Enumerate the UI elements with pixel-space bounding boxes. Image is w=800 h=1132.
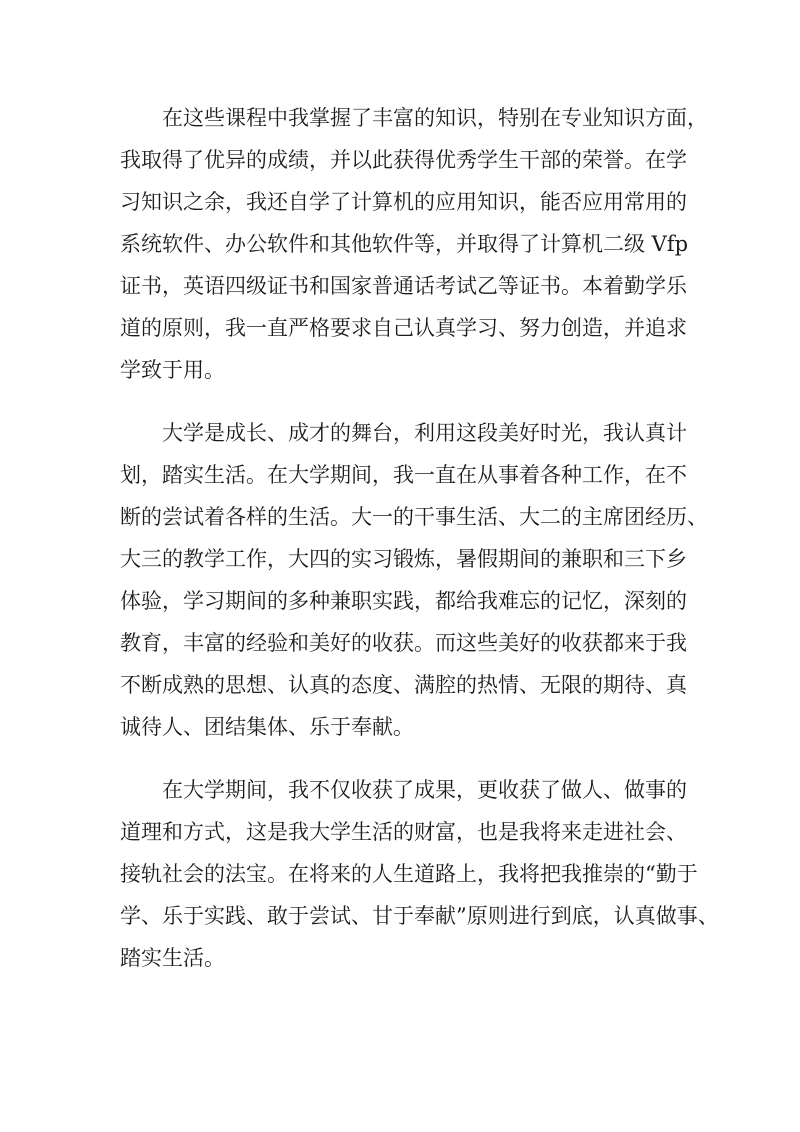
- document-body: [120, 97, 719, 1000]
- text-line: 学致于用。: [120, 358, 225, 382]
- text-line: 在大学期间，我不仅收获了成果，更收获了做人、做事的: [162, 778, 687, 802]
- text-line: 大学是成长、成才的舞台，利用这段美好时光，我认真计: [162, 421, 687, 445]
- text-line: 道理和方式，这是我大学生活的财富，也是我将来走进社会、: [120, 820, 687, 844]
- text-line: 诚待人、团结集体、乐于奉献。: [120, 715, 414, 739]
- text-line: 断的尝试着各样的生活。大一的干事生活、大二的主席团经历、: [120, 505, 708, 529]
- text-line: 划，踏实生活。在大学期间，我一直在从事着各种工作，在不: [120, 463, 687, 487]
- text-line: 在这些课程中我掌握了丰富的知识，特别在专业知识方面，: [162, 106, 708, 130]
- text-line: 学、乐于实践、敢于尝试、甘于奉献”原则进行到底，认真做事、: [120, 904, 719, 928]
- text-line: 大三的教学工作，大四的实习锻炼，暑假期间的兼职和三下乡: [120, 547, 687, 571]
- text-line: 体验，学习期间的多种兼职实践，都给我难忘的记忆，深刻的: [120, 589, 687, 613]
- text-line: 道的原则，我一直严格要求自己认真学习、努力创造，并追求: [120, 316, 687, 340]
- text-line: 教育，丰富的经验和美好的收获。而这些美好的收获都来于我: [120, 631, 687, 655]
- paragraph-2: [120, 412, 708, 748]
- text-line: 系统软件、办公软件和其他软件等，并取得了计算机二级 Vfp: [120, 232, 689, 256]
- text-line: 习知识之余，我还自学了计算机的应用知识，能否应用常用的: [120, 190, 687, 214]
- text-line: 踏实生活。: [120, 946, 225, 970]
- paragraph-3: [120, 769, 719, 979]
- text-line: 我取得了优异的成绩，并以此获得优秀学生干部的荣誉。在学: [120, 148, 687, 172]
- text-line: 不断成熟的思想、认真的态度、满腔的热情、无限的期待、真: [120, 673, 687, 697]
- text-line: 证书，英语四级证书和国家普通话考试乙等证书。本着勤学乐: [120, 274, 687, 298]
- text-line: 接轨社会的法宝。在将来的人生道路上，我将把我推崇的“勤于: [120, 862, 698, 886]
- paragraph-1: [120, 97, 708, 391]
